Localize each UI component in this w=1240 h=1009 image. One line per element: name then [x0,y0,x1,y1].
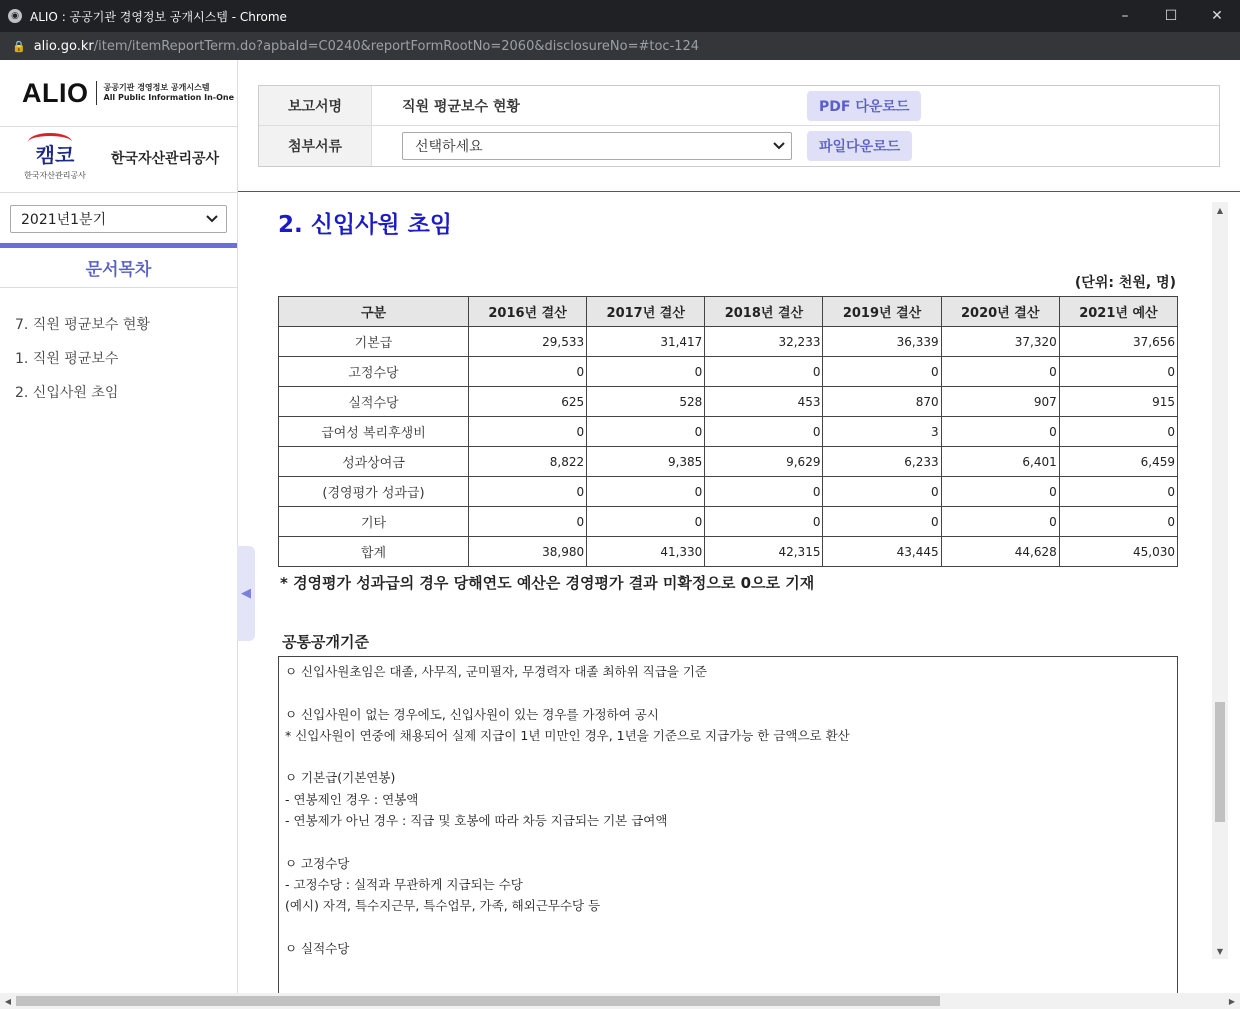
table-cell: 915 [1059,387,1177,417]
table-cell: 44,628 [941,537,1059,567]
criteria-title: 공통공개기준 [282,633,369,651]
table-cell: 0 [469,477,587,507]
logo-subtitle [104,83,235,103]
table-header-row [279,297,1178,327]
criteria-line: * 신입사원이 연중에 채용되어 실제 지급이 1년 미만인 경우, 1년을 기준으로 지급가능 한 금액으로 환산 [285,727,850,743]
criteria-line: - 연봉제인 경우 : 연봉액 [285,791,419,807]
table-cell: 0 [469,357,587,387]
toc-item[interactable]: 1. 직원 평균보수 [15,351,119,367]
table-row [279,357,1178,387]
table-cell: 0 [705,507,823,537]
column-header: 2018년 결산 [705,297,823,327]
table-cell: 0 [941,477,1059,507]
column-header: 2017년 결산 [587,297,705,327]
vertical-scrollbar[interactable] [1212,202,1228,959]
logo-subtitle-ko: 공공기관 경영정보 공개시스템 [103,83,210,92]
criteria-line: ㅇ 신입사원초임은 대졸, 사무직, 군미필자, 무경력자 대졸 최하위 직급을 기준 [285,664,708,679]
report-name-row [259,86,1219,126]
table-cell: 0 [941,357,1059,387]
url-host: alio.go.kr [33,38,94,54]
table-cell: 0 [587,357,705,387]
table-cell: 3 [823,417,941,447]
maximize-button[interactable]: ☐ [1164,8,1178,24]
table-cell: 37,320 [941,327,1059,357]
table-cell: 42,315 [705,537,823,567]
table-row [279,387,1178,417]
table-cell: 0 [587,477,705,507]
table-row [279,507,1178,537]
criteria-line: ㅇ 신입사원이 없는 경우에도, 신입사원이 있는 경우를 가정하여 공시 [285,706,659,722]
table-cell: 36,339 [823,327,941,357]
table-row [279,537,1178,567]
table-cell: 528 [587,387,705,417]
report-content [238,192,1212,993]
section-title: 2. 신입사원 초임 [278,212,453,238]
table-cell: 0 [587,417,705,447]
file-download-button[interactable]: 파일다운로드 [807,131,912,161]
table-cell: 38,980 [469,537,587,567]
table-cell: 0 [1059,357,1177,387]
org-mark-text: 캠코 [35,142,75,167]
row-label: (경영평가 성과급) [279,477,469,507]
scrollbar-thumb[interactable] [1215,702,1225,822]
alio-logo[interactable] [0,60,237,127]
logo-main-text: ALIO [22,77,89,108]
row-label: 고정수당 [279,357,469,387]
sidebar [0,60,238,993]
criteria-line: - 고정수당 : 실적과 무관하게 지급되는 수당 [285,876,523,892]
attachment-label: 첨부서류 [259,126,372,166]
table-cell: 0 [705,417,823,447]
table-cell: 32,233 [705,327,823,357]
criteria-line: (예시) 자격, 특수지근무, 특수업무, 가족, 해외근무수당 등 [285,898,601,914]
table-cell: 625 [469,387,587,417]
column-header: 구분 [279,297,469,327]
report-name-label: 보고서명 [259,86,372,125]
criteria-line [285,746,1171,767]
table-cell: 6,459 [1059,447,1177,477]
table-cell: 8,822 [469,447,587,477]
attachment-row [259,126,1219,166]
table-cell: 0 [823,357,941,387]
table-cell: 6,233 [823,447,941,477]
logo-subtitle-en: All Public Information In-One [103,93,235,102]
table-row [279,477,1178,507]
row-label: 실적수당 [279,387,469,417]
org-info [0,127,237,193]
minimize-button[interactable]: – [1121,8,1129,24]
window-title: ALIO : 공공기관 경영정보 공개시스템 - Chrome [30,9,287,24]
table-cell: 0 [1059,507,1177,537]
footnote: * 경영평가 성과급의 경우 당해연도 예산은 경영평가 결과 미확정으로 0으로 기재 [280,574,815,592]
criteria-line: ㅇ 고정수당 [285,855,350,871]
criteria-line [285,917,1171,938]
term-select[interactable] [10,205,227,233]
column-header: 2020년 결산 [941,297,1059,327]
table-cell: 0 [941,507,1059,537]
page [0,60,1240,1009]
term-select-value: 2021년1분기 [21,212,107,228]
unit-label: (단위: 천원, 명) [1074,275,1176,291]
column-header: 2016년 결산 [469,297,587,327]
table-cell: 0 [469,507,587,537]
table-cell: 870 [823,387,941,417]
table-cell: 37,656 [1059,327,1177,357]
scroll-left-icon[interactable]: ◀ [4,996,12,1006]
scrollbar-thumb[interactable] [16,996,940,1006]
table-cell: 0 [587,507,705,537]
kamco-logo-mark [36,139,75,168]
row-label: 성과상여금 [279,447,469,477]
caret-left-icon: ◀ [241,586,251,601]
table-row [279,417,1178,447]
attachment-select[interactable] [402,132,792,160]
attachment-select-value: 선택하세요 [415,139,483,155]
table-cell: 0 [705,357,823,387]
table-cell: 45,030 [1059,537,1177,567]
table-cell: 29,533 [469,327,587,357]
report-header [258,85,1220,167]
lock-icon: 🔒 [12,39,26,53]
criteria-line: ㅇ 실적수당 [285,940,350,956]
table-cell: 0 [1059,477,1177,507]
table-cell: 6,401 [941,447,1059,477]
chevron-down-icon [206,215,218,223]
pdf-download-button[interactable]: PDF 다운로드 [807,91,921,121]
url-path: /item/itemReportTerm.do?apbaId=C0240&reportFormRootNo=2060&disclosureNo=#toc-124 [93,38,700,54]
address-bar[interactable] [0,32,1240,60]
row-label: 급여성 복리후생비 [279,417,469,447]
toc-item[interactable]: 2. 신입사원 초임 [15,385,119,401]
scroll-up-icon[interactable]: ▲ [1216,205,1224,215]
criteria-box [278,656,1178,993]
scroll-down-icon[interactable]: ▼ [1216,946,1224,956]
org-name: 한국자산관리공사 [110,151,220,167]
criteria-line: - 연봉제가 아닌 경우 : 직급 및 호봉에 따라 차등 지급되는 기본 급여액 [285,813,668,829]
table-row [279,327,1178,357]
browser-title-bar [0,0,1240,32]
org-logo [0,139,110,181]
table-cell: 31,417 [587,327,705,357]
table-cell: 0 [705,477,823,507]
column-header: 2019년 결산 [823,297,941,327]
row-label: 기본급 [279,327,469,357]
criteria-line: ㅇ 기본급(기본연봉) [285,770,396,786]
table-cell: 453 [705,387,823,417]
table-cell: 9,385 [587,447,705,477]
close-button[interactable]: ✕ [1211,8,1223,24]
row-label: 합계 [279,537,469,567]
table-cell: 9,629 [705,447,823,477]
table-cell: 0 [823,507,941,537]
org-logo-caption: 한국자산관리공사 [24,170,86,180]
table-cell: 0 [941,417,1059,447]
table-cell: 0 [823,477,941,507]
table-cell: 0 [1059,417,1177,447]
scroll-right-icon[interactable]: ▶ [1228,996,1236,1006]
table-cell: 41,330 [587,537,705,567]
globe-icon: ◉ [8,9,22,23]
criteria-line [285,682,1171,703]
report-name: 직원 평균보수 현황 [402,98,520,115]
criteria-line [285,831,1171,852]
salary-table [278,296,1178,567]
table-cell: 0 [469,417,587,447]
horizontal-scrollbar[interactable] [0,993,1240,1009]
chevron-down-icon [773,142,785,150]
table-cell: 43,445 [823,537,941,567]
table-cell: 907 [941,387,1059,417]
toc-list [0,288,237,416]
row-label: 기타 [279,507,469,537]
toc-item[interactable]: 7. 직원 평균보수 현황 [15,317,150,333]
toc-title: 문서목차 [0,243,237,288]
logo-divider [96,81,97,105]
column-header: 2021년 예산 [1059,297,1177,327]
table-row [279,447,1178,477]
